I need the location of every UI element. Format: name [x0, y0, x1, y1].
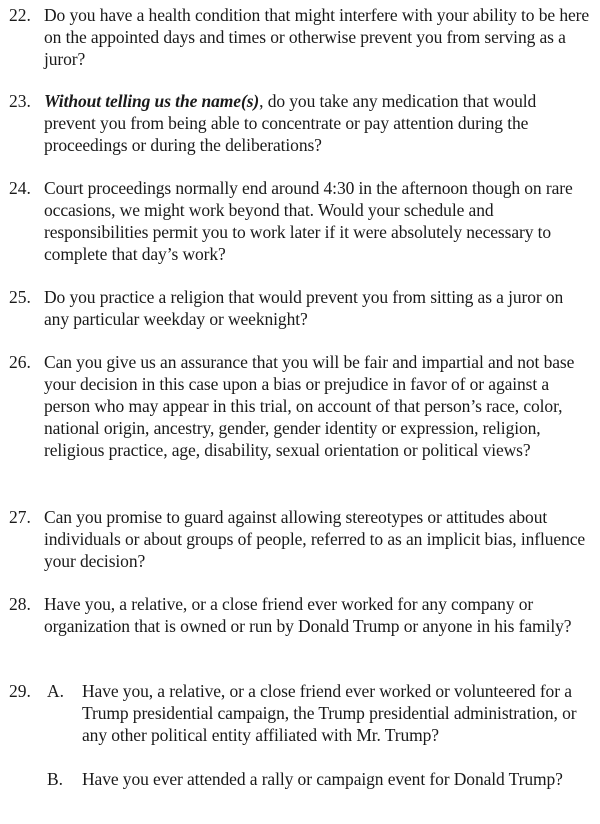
- question-text: Do you have a health condition that might interfere with your ability to be here on the appointed days and times or otherwise prevent you from serving as a juror?: [44, 5, 590, 69]
- question-number: 24.: [9, 178, 31, 198]
- subitem-text-b: Have you ever attended a rally or campaign event for Donald Trump?: [82, 769, 563, 789]
- question-number: 25.: [9, 287, 31, 307]
- question-emphasis: Without telling us the name(s): [44, 91, 260, 111]
- question-number: 27.: [9, 507, 31, 527]
- question-text: Can you give us an assurance that you will be fair and impartial and not base your decision in this case upon a bias or prejudice in favor of or against a person who may appear in this trial, on account of that person’s race, color, national origin, ancestry, gender, gender identity or expression, religion, religious practice, age, disability, sexual orientation or political views?: [44, 352, 575, 460]
- question-number: 22.: [9, 5, 31, 25]
- subitem-letter-a: A.: [47, 681, 65, 701]
- question-text-wrapper: [44, 90, 592, 156]
- question-text: Do you practice a religion that would prevent you from sitting as a juror on any particular weekday or weeknight?: [44, 287, 564, 329]
- question-number: 26.: [9, 352, 31, 372]
- question-text: Can you promise to guard against allowing stereotypes or attitudes about individuals or about groups of people, referred to as an implicit bias, influence your decision?: [44, 507, 586, 571]
- subitem-letter-b: B.: [47, 769, 64, 789]
- question-number: 28.: [9, 594, 31, 614]
- question-number: 29.: [9, 681, 31, 701]
- subitem-text-a: Have you, a relative, or a close friend ever worked or volunteered for a Trump presidential campaign, the Trump presidential administration, or any other political entity affiliated with Mr. Trump?: [82, 681, 577, 745]
- question-text: , do you take any medication that would prevent you from being able to concentrate or pay attention during the proceedings or during the deliberations?: [44, 91, 537, 155]
- question-text: Court proceedings normally end around 4:30 in the afternoon though on rare occasions, we might work beyond that. Would your schedule and responsibilities permit you to work later if it were absolutely necessary to complete that day’s work?: [44, 178, 573, 264]
- question-number: 23.: [9, 91, 31, 111]
- question-text: Have you, a relative, or a close friend ever worked for any company or organization that is owned or run by Donald Trump or anyone in his family?: [44, 594, 572, 636]
